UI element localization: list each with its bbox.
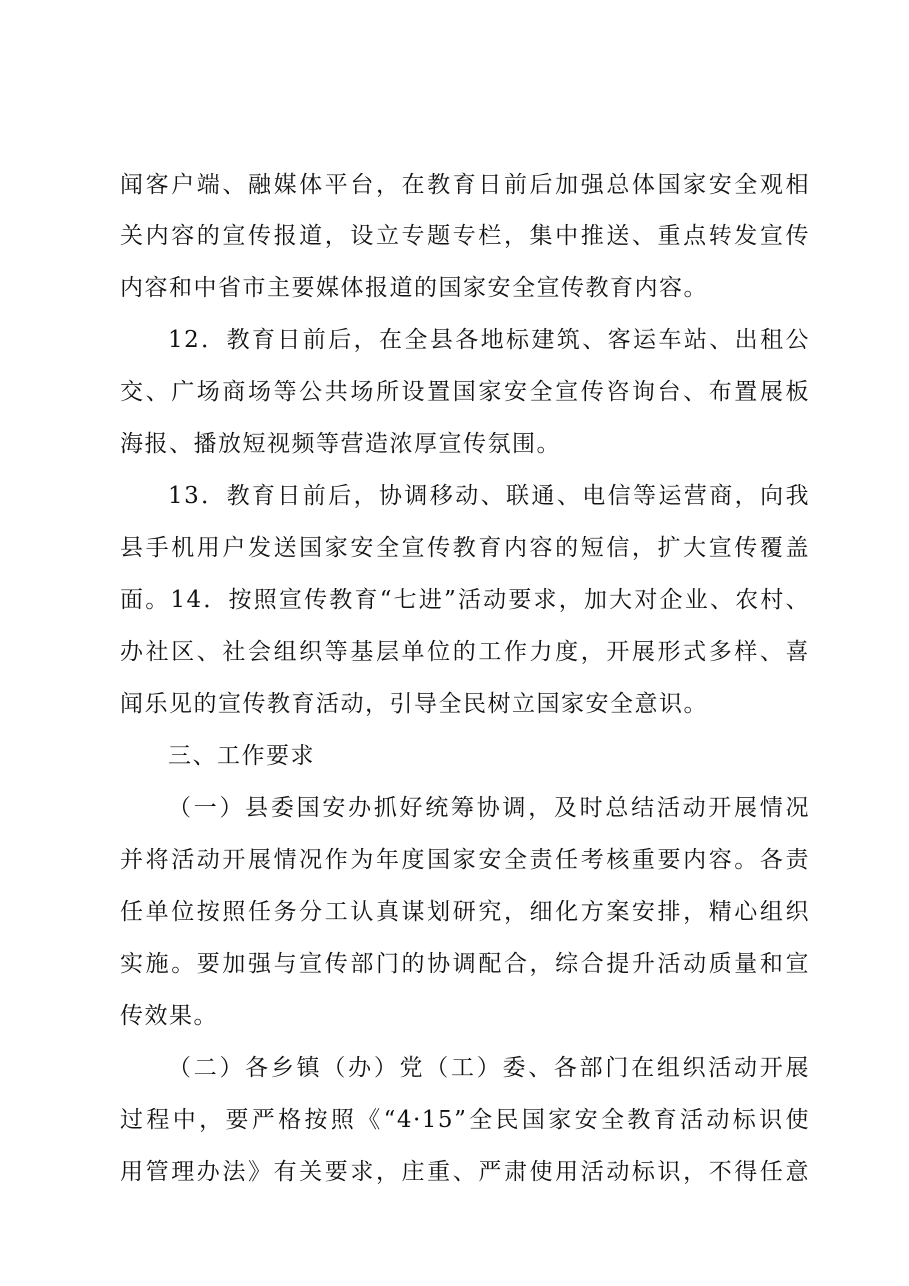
paragraph-line: 并将活动开展情况作为年度国家安全责任考核重要内容。各责 bbox=[120, 847, 810, 873]
paragraph-line: 关内容的宣传报道，设立专题专栏，集中推送、重点转发宣传 bbox=[120, 223, 810, 249]
paragraph-line: 任单位按照任务分工认真谋划研究，细化方案安排，精心组织 bbox=[120, 899, 810, 925]
paragraph-line: 12．教育日前后，在全县各地标建筑、客运车站、出租公 bbox=[168, 327, 810, 353]
paragraph-line: （二）各乡镇（办）党（工）委、各部门在组织活动开展 bbox=[168, 1055, 810, 1081]
paragraph-line: 交、广场商场等公共场所设置国家安全宣传咨询台、布置展板 bbox=[120, 379, 810, 405]
paragraph-line: 用管理办法》有关要求，庄重、严肃使用活动标识，不得任意 bbox=[120, 1159, 810, 1185]
paragraph-line: 过程中，要严格按照《“4·15”全民国家安全教育活动标识使 bbox=[120, 1107, 810, 1133]
paragraph-line: 县手机用户发送国家安全宣传教育内容的短信，扩大宣传覆盖 bbox=[120, 535, 810, 561]
paragraph-line: 办社区、社会组织等基层单位的工作力度，开展形式多样、喜 bbox=[120, 639, 810, 665]
paragraph-line: 闻客户端、融媒体平台，在教育日前后加强总体国家安全观相 bbox=[120, 172, 810, 198]
paragraph-line: 面。14．按照宣传教育“七进”活动要求，加大对企业、农村、 bbox=[120, 587, 810, 613]
paragraph-line: 内容和中省市主要媒体报道的国家安全宣传教育内容。 bbox=[120, 275, 708, 301]
paragraph-line: 闻乐见的宣传教育活动，引导全民树立国家安全意识。 bbox=[120, 691, 708, 717]
paragraph-line: 13．教育日前后，协调移动、联通、电信等运营商，向我 bbox=[168, 483, 810, 509]
paragraph-line: 实施。要加强与宣传部门的协调配合，综合提升活动质量和宣 bbox=[120, 951, 810, 977]
paragraph-line: （一）县委国安办抓好统筹协调，及时总结活动开展情况 bbox=[168, 795, 810, 821]
paragraph-line: 海报、播放短视频等营造浓厚宣传氛围。 bbox=[120, 431, 561, 457]
section-heading: 三、工作要求 bbox=[168, 743, 315, 769]
paragraph-line: 传效果。 bbox=[120, 1003, 218, 1029]
